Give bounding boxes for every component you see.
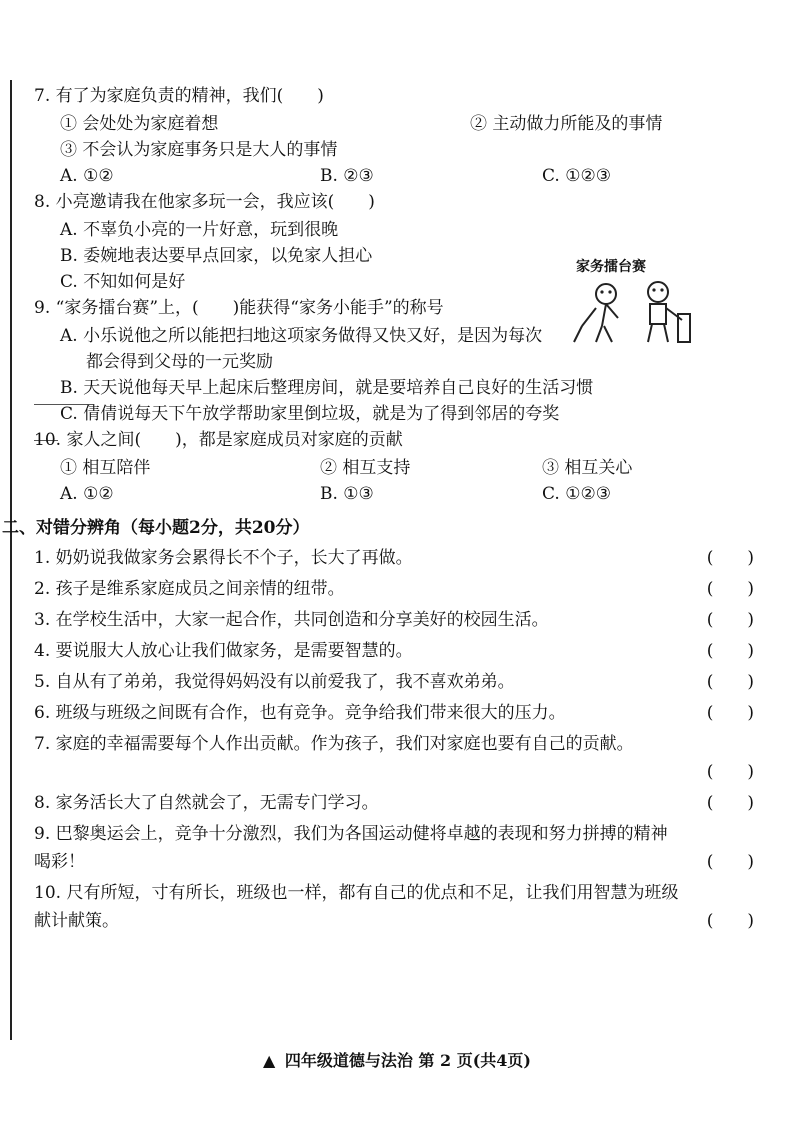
true-false-item-10 <box>34 885 754 913</box>
question-7-statement-2: ② 主动做力所能及的事情 <box>470 114 663 134</box>
question-10-choice-a[interactable]: A. ①② <box>60 484 114 504</box>
question-10-statement-2: ② 相互支持 <box>320 458 411 478</box>
true-false-item-4 <box>34 643 754 674</box>
true-false-item-6-text: 6. 班级与班级之间既有合作，也有竞争。竞争给我们带来很大的压力。 <box>34 703 566 723</box>
footer-text: 四年级道德与法治 第 2 页(共4页) <box>284 1051 531 1070</box>
true-false-item-10-text-end: 献计献策。 <box>34 911 119 931</box>
question-9-choice-b[interactable]: B. 天天说他每天早上起床后整理房间，就是要培养自己良好的生活习惯 <box>60 378 594 398</box>
question-7-statement-1: ① 会处处为家庭着想 <box>60 114 219 134</box>
answer-blank-6[interactable]: ( ) <box>706 703 754 723</box>
section-2-title: 二、对错分辨角（每小题2分，共20分） <box>2 518 310 538</box>
question-7-choice-c[interactable]: C. ①②③ <box>542 166 611 186</box>
question-7-choice-b[interactable]: B. ②③ <box>320 166 374 186</box>
question-7-statement-3: ③ 不会认为家庭事务只是大人的事情 <box>60 140 338 160</box>
true-false-item-9 <box>34 826 754 854</box>
true-false-item-1 <box>34 550 754 581</box>
answer-blank-4[interactable]: ( ) <box>706 641 754 661</box>
true-false-item-2-text: 2. 孩子是维系家庭成员之间亲情的纽带。 <box>34 579 345 599</box>
question-9-choice-c[interactable]: C. 倩倩说每天下午放学帮助家里倒垃圾，就是为了得到邻居的夸奖 <box>60 404 560 424</box>
true-false-item-5 <box>34 674 754 705</box>
true-false-item-8 <box>34 795 754 826</box>
question-7-statements-row1 <box>34 116 754 142</box>
question-7-choice-a[interactable]: A. ①② <box>60 166 114 186</box>
question-8-choice-b[interactable]: B. 委婉地表达要早点回家，以免家人担心 <box>60 246 373 266</box>
exam-content <box>2 86 754 944</box>
answer-blank-5[interactable]: ( ) <box>706 672 754 692</box>
true-false-item-3-text: 3. 在学校生活中，大家一起合作，共同创造和分享美好的校园生活。 <box>34 610 549 630</box>
publisher-triangle-icon: ▲ <box>262 1051 276 1070</box>
true-false-item-6 <box>34 705 754 736</box>
answer-blank-8[interactable]: ( ) <box>706 793 754 813</box>
true-false-item-4-text: 4. 要说服大人放心让我们做家务，是需要智慧的。 <box>34 641 413 661</box>
true-false-item-7 <box>34 736 754 764</box>
illustration-label: 家务擂台赛 <box>576 259 646 275</box>
true-false-item-9-continued <box>34 854 754 885</box>
answer-blank-10[interactable]: ( ) <box>706 911 754 931</box>
question-9-choice-a-line2: 都会得到父母的一元奖励 <box>86 352 273 372</box>
question-10-choice-c[interactable]: C. ①②③ <box>542 484 611 504</box>
true-false-item-2 <box>34 581 754 612</box>
answer-blank-2[interactable]: ( ) <box>706 579 754 599</box>
question-10-statements <box>34 460 754 486</box>
answer-blank-7[interactable]: ( ) <box>706 762 754 782</box>
question-10-choices <box>34 486 754 512</box>
true-false-item-9-text-end: 喝彩！ <box>34 852 85 872</box>
question-7-choices <box>34 168 754 194</box>
answer-blank-9[interactable]: ( ) <box>706 852 754 872</box>
question-10-choice-b[interactable]: B. ①③ <box>320 484 374 504</box>
question-9-choice-a-line1[interactable]: A. 小乐说他之所以能把扫地这项家务做得又快又好，是因为每次 <box>60 326 543 346</box>
question-9-stem: 9. “家务擂台赛”上，( )能获得“家务小能手”的称号 <box>34 298 444 318</box>
true-false-item-7-text: 7. 家庭的幸福需要每个人作出贡献。作为孩子，我们对家庭也要有自己的贡献。 <box>34 734 634 754</box>
binding-margin-line <box>10 80 12 1040</box>
true-false-item-9-text: 9. 巴黎奥运会上，竞争十分激烈，我们为各国运动健将卓越的表现和努力拼搏的精神 <box>34 824 668 844</box>
true-false-item-3 <box>34 612 754 643</box>
question-7-stem: 7. 有了为家庭负责的精神，我们( ) <box>34 86 324 106</box>
true-false-item-8-text: 8. 家务活长大了自然就会了，无需专门学习。 <box>34 793 379 813</box>
question-8-stem: 8. 小亮邀请我在他家多玩一会，我应该( ) <box>34 192 375 212</box>
answer-blank-1[interactable]: ( ) <box>706 548 754 568</box>
question-10-statement-3: ③ 相互关心 <box>542 458 633 478</box>
question-8-choice-c[interactable]: C. 不知如何是好 <box>60 272 186 292</box>
true-false-item-10-text: 10. 尺有所短，寸有所长，班级也一样，都有自己的优点和不足，让我们用智慧为班级 <box>34 883 679 903</box>
question-8-choice-a[interactable]: A. 不辜负小亮的一片好意，玩到很晚 <box>60 220 339 240</box>
question-10-statement-1: ① 相互陪伴 <box>60 458 151 478</box>
answer-blank-3[interactable]: ( ) <box>706 610 754 630</box>
page-footer <box>0 1048 794 1071</box>
true-false-item-5-text: 5. 自从有了弟弟，我觉得妈妈没有以前爱我了，我不喜欢弟弟。 <box>34 672 515 692</box>
question-10-stem: 10. 家人之间( )，都是家庭成员对家庭的贡献 <box>34 430 403 450</box>
true-false-item-7-blank-row <box>34 764 754 795</box>
true-false-item-1-text: 1. 奶奶说我做家务会累得长不个子，长大了再做。 <box>34 548 413 568</box>
true-false-item-10-continued <box>34 913 754 944</box>
